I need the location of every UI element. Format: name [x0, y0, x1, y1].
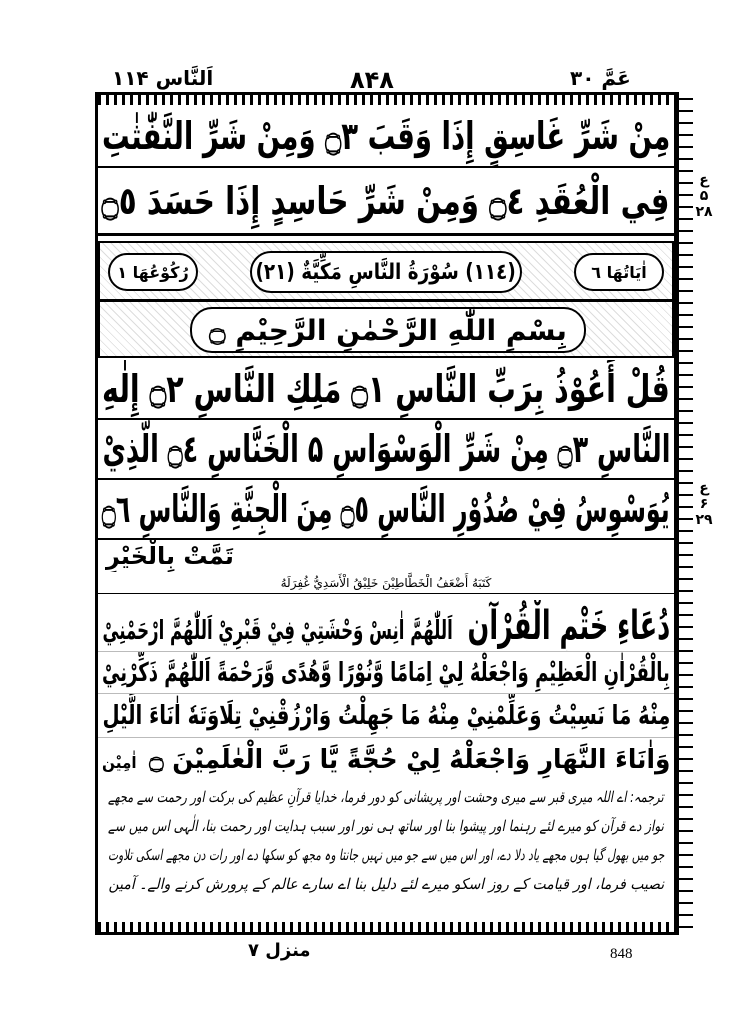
ayat-count-cartouche: [574, 253, 664, 291]
dua-title: دُعَاءِ خَتْمِ الْقُرْآن: [467, 602, 670, 649]
dua-text: اَللّٰهُمَّ اٰنِسْ وَحْشَتِيْ فِيْ قَبْرِيْ اَللّٰهُمَّ ارْحَمْنِيْ: [102, 615, 453, 646]
para-reference: عَمَّ ۳۰: [570, 66, 631, 90]
verse-line: [98, 420, 674, 480]
ruku-number: ۵: [699, 188, 709, 204]
translation-text: نصیب فرما، اور قیامت کے روز اسکو میرے لئے دلیل بنا اے سارے عالم کے پرورش کرنے والے۔ آمین: [108, 874, 664, 893]
dua-line: [98, 694, 674, 738]
page-number-arabic: ۸۴۸: [350, 66, 394, 94]
side-ornament-strip: [678, 92, 693, 935]
verse-line: [98, 480, 674, 540]
scribe-line: [98, 572, 674, 594]
manzil-label: منزل ۷: [248, 940, 311, 961]
bottom-ornament-border: [98, 922, 674, 932]
bismillah-band: [98, 300, 674, 358]
verse-text: فِي الْعُقَدِ ۝٤ وَمِنْ شَرِّ حَاسِدٍ إِذَا حَسَدَ ۝٥: [101, 178, 671, 223]
translation-text: جو میں بھول گیا ہوں مجھے یاد دلا دے، اور اس میں سے جو میں نہیں جانتا وہ مجھ کو سکھا دے اور رات دن مجھے اسکی تلاوت: [107, 845, 665, 864]
ruku-total: ۲۹: [695, 512, 713, 528]
ruku-count: رُكُوْعُهَا ١: [117, 262, 189, 282]
dua-text: وَاٰنَاءَ النَّهَارِ وَاجْعَلْهُ لِيْ حُجَّةً يَّا رَبَّ الْعٰلَمِيْنَ ۝: [148, 745, 671, 775]
ayat-count: اٰيَاتُهَا ٦: [591, 262, 647, 282]
completion-text: تَمَّتْ بِالْخَيْرِ: [106, 542, 234, 570]
verse-line: [98, 360, 674, 420]
translation-line: [98, 840, 674, 869]
surah-header-band: [98, 241, 674, 301]
dua-text: بِالْقُرْاٰنِ الْعَظِيْمِ وَاجْعَلْهُ لِيْ اِمَامًا وَّنُوْرًا وَّهُدًى وَّرَحْمَةً اَللّٰهُمَّ ذَكِّرْنِيْ: [102, 657, 670, 688]
translation-line: [98, 811, 674, 840]
dua-text: مِنْهُ مَا نَسِيْتُ وَعَلِّمْنِيْ مِنْهُ مَا جَهِلْتُ وَارْزُقْنِيْ تِلَاوَتَهٗ اٰنَاءَ الَّيْلِ: [102, 700, 670, 731]
translation-line: [98, 782, 674, 811]
surah-title: (١١٤) سُوْرَةُ النَّاسِ مَكِّيَّةٌ (٢١): [255, 259, 517, 285]
verse-text: قُلْ أَعُوْذُ بِرَبِّ النَّاسِ ۝١ مَلِكِ النَّاسِ ۝٢ إِلٰهِ: [102, 367, 670, 411]
top-ornament-border: [98, 95, 674, 105]
ruku-mark-2: [694, 480, 714, 528]
ruku-letter: ع: [699, 172, 709, 188]
surah-reference: اَلنَّاس ۱۱۴: [112, 66, 214, 90]
bismillah-text: بِسْمِ اللّٰهِ الرَّحْمٰنِ الرَّحِيْمِ ۝: [209, 313, 567, 347]
translation-text: نواز دے قرآن کو میرے لئے رہنما اور پیشوا بنا اور ساتھ ہی نور اور سبب ہدایت اور رحمت بنا، الٰہی اس میں سے: [108, 816, 664, 835]
dua-line: [98, 738, 674, 782]
verse-text: النَّاسِ ۝٣ مِنْ شَرِّ الْوَسْوَاسِ ۵ الْخَنَّاسِ ۝٤ الَّذِيْ: [102, 427, 671, 471]
completion-line: [98, 540, 674, 572]
bismillah-cartouche: [190, 307, 586, 353]
ruku-count-cartouche: [108, 253, 198, 291]
ruku-mark-1: [694, 172, 714, 220]
translation-line: [98, 869, 674, 898]
verse-line: [98, 168, 674, 236]
verse-line: [98, 106, 674, 168]
scribe-text: كَتَبَهُ أَضْعَفُ الْخَطَّاطِيْنَ خَلِيْقُ الْأَسَدِيُّ غُفِرَلَهُ: [280, 575, 492, 590]
dua-line-first: [98, 600, 674, 652]
ruku-total: ۲۸: [695, 204, 713, 220]
ruku-letter: ع: [699, 480, 709, 496]
dua-line: [98, 652, 674, 694]
translation-text: ترجمہ: اے اللہ میری قبر سے میری وحشت اور پریشانی کو دور فرما، خدایا قرآنِ عظیم کی برکت اور رحمت سے مجھے: [108, 787, 664, 806]
ruku-number: ۶: [699, 496, 709, 512]
verse-text: يُوَسْوِسُ فِيْ صُدُوْرِ النَّاسِ ۝٥ مِنَ الْجِنَّةِ وَالنَّاسِ ۝٦: [102, 487, 670, 531]
page-number: 848: [610, 946, 633, 962]
surah-title-cartouche: [250, 251, 522, 293]
amin-text: اٰمِيْن: [101, 753, 137, 772]
verse-text: مِنْ شَرِّ غَاسِقٍ إِذَا وَقَبَ ۝٣ وَمِنْ شَرِّ النَّفّٰثٰتِ: [101, 114, 671, 158]
